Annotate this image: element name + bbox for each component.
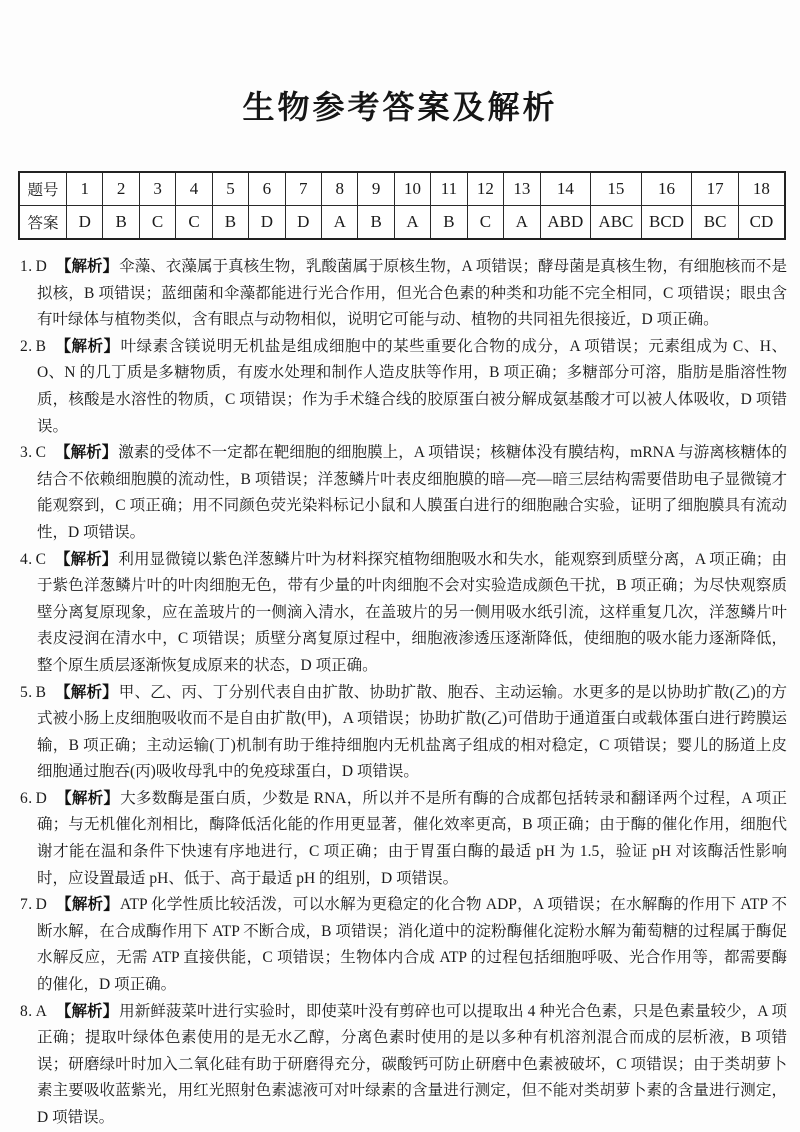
answer-cell: D [67,206,103,240]
question-number-cell: 6 [249,172,285,206]
question-answer: D [35,789,47,807]
explanation-item [20,254,787,334]
question-number-cell: 15 [591,172,642,206]
analysis-label: 【解析】 [55,789,120,807]
question-number-row [19,172,785,206]
page-title: 生物参考答案及解析 [242,89,558,125]
explanation-item [20,786,787,892]
question-number-cell: 11 [431,172,467,206]
row-header: 答案 [19,206,67,240]
analysis-text: 甲、乙、丙、丁分别代表自由扩散、协助扩散、胞吞、主动运输。水更多的是以协助扩散(乙)的方式被小肠上皮细胞吸收而不是自由扩散(甲)，A 项错误；协助扩散(乙)可借助于通道蛋白或载体蛋白进行跨膜运输，B 项正确；主动运输(丁)机制有助于维持细胞内无机盐离子组成的相对稳定，C 项错误；婴儿的肠道上皮细胞通过胞吞(丙)吸收母乳中的免疫球蛋白，D 项错误。 [37,683,787,781]
question-number-cell: 4 [176,172,212,206]
analysis-label: 【解析】 [54,444,118,462]
analysis-label: 【解析】 [54,683,118,701]
question-number-cell: 12 [467,172,503,206]
explanation-item [20,334,787,440]
question-number: 5. [20,683,33,701]
answer-cell: D [285,206,321,240]
question-number-cell: 17 [692,172,739,206]
question-answer: C [35,550,46,568]
analysis-label: 【解析】 [54,337,120,355]
answer-table [18,171,786,240]
explanation-item [20,547,787,680]
answer-cell: B [431,206,467,240]
question-number: 1. [20,258,33,275]
question-number-cell: 13 [504,172,540,206]
answer-cell: CD [738,206,785,240]
question-number-cell: 5 [212,172,248,206]
explanation-item [20,440,787,546]
answer-cell: A [504,206,540,240]
answer-cell: BCD [641,206,692,240]
question-answer: A [35,1002,47,1020]
analysis-label: 【解析】 [55,258,119,275]
answer-cell: ABD [540,206,591,240]
answer-cell: B [212,206,248,240]
answer-cell: C [467,206,503,240]
answer-cell: D [249,206,285,240]
question-answer: B [35,683,46,701]
question-number: 7. [20,896,33,914]
analysis-text: 用新鲜菠菜叶进行实验时，即使菜叶没有剪碎也可以提取出 4 种光合色素，只是色素量较少，A 项正确；提取叶绿体色素使用的是无水乙醇，分离色素时使用的是以多种有机溶剂混合而成的层析液，B 项错误；研磨绿叶时加入二氧化硅有助于研磨得充分，碳酸钙可防止研磨中色素被破坏，C 项错误；由于类胡萝卜素主要吸收蓝紫光，用红光照射色素滤液可对叶绿素的含量进行测定，但不能对类胡萝卜素的含量进行测定，D 项错误。 [37,1002,787,1126]
answer-cell: C [176,206,212,240]
question-number: 3. [20,444,33,462]
answer-cell: BC [692,206,739,240]
question-number-cell: 8 [322,172,358,206]
question-number-cell: 3 [139,172,175,206]
answer-cell: A [394,206,430,240]
question-number: 8. [20,1002,33,1020]
question-number-cell: 14 [540,172,591,206]
analysis-text: 利用显微镜以紫色洋葱鳞片叶为材料探究植物细胞吸水和失水，能观察到质壁分离，A 项正确；由于紫色洋葱鳞片叶的叶肉细胞无色，带有少量的叶肉细胞不会对实验造成颜色干扰，B 项正确；为尽快观察质壁分离复原现象，应在盖玻片的一侧滴入清水，在盖玻片的另一侧用吸水纸引流，这样重复几次，洋葱鳞片叶表皮浸润在清水中，C 项错误；质壁分离复原过程中，细胞液渗透压逐渐降低，使细胞的吸水能力逐渐降低，整个原生质层逐渐恢复成原来的状态，D 项正确。 [37,550,787,674]
question-answer: C [35,444,46,462]
question-number-cell: 1 [67,172,103,206]
analysis-label: 【解析】 [54,550,118,568]
answer-row [19,206,785,240]
analysis-text: ATP 化学性质比较活泼，可以水解为更稳定的化合物 ADP，A 项错误；在水解酶的作用下 ATP 不断水解，在合成酶作用下 ATP 不断合成，B 项错误；消化道中的淀粉酶催化淀粉水解为葡萄糖的过程属于酶促水解反应，无需 ATP 直接供能，C 项错误；生物体内合成 ATP 的过程包括细胞呼吸、光合作用等，都需要酶的催化，D 项正确。 [37,896,787,994]
question-number-cell: 16 [641,172,692,206]
answer-cell: C [139,206,175,240]
question-answer: D [35,896,47,914]
answer-cell: A [322,206,358,240]
answer-cell: B [103,206,139,240]
question-number: 2. [20,337,33,355]
question-answer: B [35,337,46,355]
explanation-item [20,680,787,786]
question-number: 4. [20,550,33,568]
question-number-cell: 9 [358,172,394,206]
analysis-text: 大多数酶是蛋白质，少数是 RNA，所以并不是所有酶的合成都包括转录和翻译两个过程，A 项正确；与无机催化剂相比，酶降低活化能的作用更显著，催化效率更高，B 项正确；由于酶的催化作用，细胞代谢才能在温和条件下快速有序地进行，C 项正确；由于胃蛋白酶的最适 pH 为 1.5，验证 pH 对该酶活性影响时，应设置最适 pH、低于、高于最适 pH 的组别，D 项错误。 [37,789,787,887]
analysis-text: 激素的受体不一定都在靶细胞的细胞膜上，A 项错误；核糖体没有膜结构，mRNA 与游离核糖体的结合不依赖细胞膜的流动性，B 项错误；洋葱鳞片叶表皮细胞膜的暗—亮—暗三层结构需要借助电子显微镜才能观察到，C 项正确；用不同颜色荧光染料标记小鼠和人膜蛋白进行的细胞融合实验，证明了细胞膜具有流动性，D 项错误。 [37,444,787,541]
explanation-item [20,892,787,998]
question-number-cell: 10 [394,172,430,206]
row-header: 题号 [19,172,67,206]
question-number-cell: 18 [738,172,785,206]
question-number: 6. [20,789,33,807]
question-number-cell: 2 [103,172,139,206]
analysis-text: 叶绿素含镁说明无机盐是组成细胞中的某些重要化合物的成分，A 项错误；元素组成为 C、H、O、N 的几丁质是多糖物质，有废水处理和制作人造皮肤等作用，B 项正确；多糖部分可溶，脂肪是脂溶性物质，核酸是水溶性的物质，C 项错误；作为手术缝合线的胶原蛋白被分解成氨基酸才可以被人体吸收，D 项错误。 [37,337,787,435]
question-number-cell: 7 [285,172,321,206]
explanation-item [20,999,787,1132]
answer-cell: ABC [591,206,642,240]
analysis-label: 【解析】 [55,1002,119,1020]
analysis-label: 【解析】 [55,896,120,914]
explanations-list [20,254,787,1132]
question-answer: D [35,258,47,275]
analysis-text: 伞藻、衣藻属于真核生物，乳酸菌属于原核生物，A 项错误；酵母菌是真核生物，有细胞核而不是拟核，B 项错误；蓝细菌和伞藻都能进行光合作用，但光合色素的种类和功能不完全相同，C 项错误；眼虫含有叶绿体与植物类似，含有眼点与动物相似，说明它可能与动、植物的共同祖先很接近，D 项正确。 [37,258,787,329]
answer-cell: B [358,206,394,240]
